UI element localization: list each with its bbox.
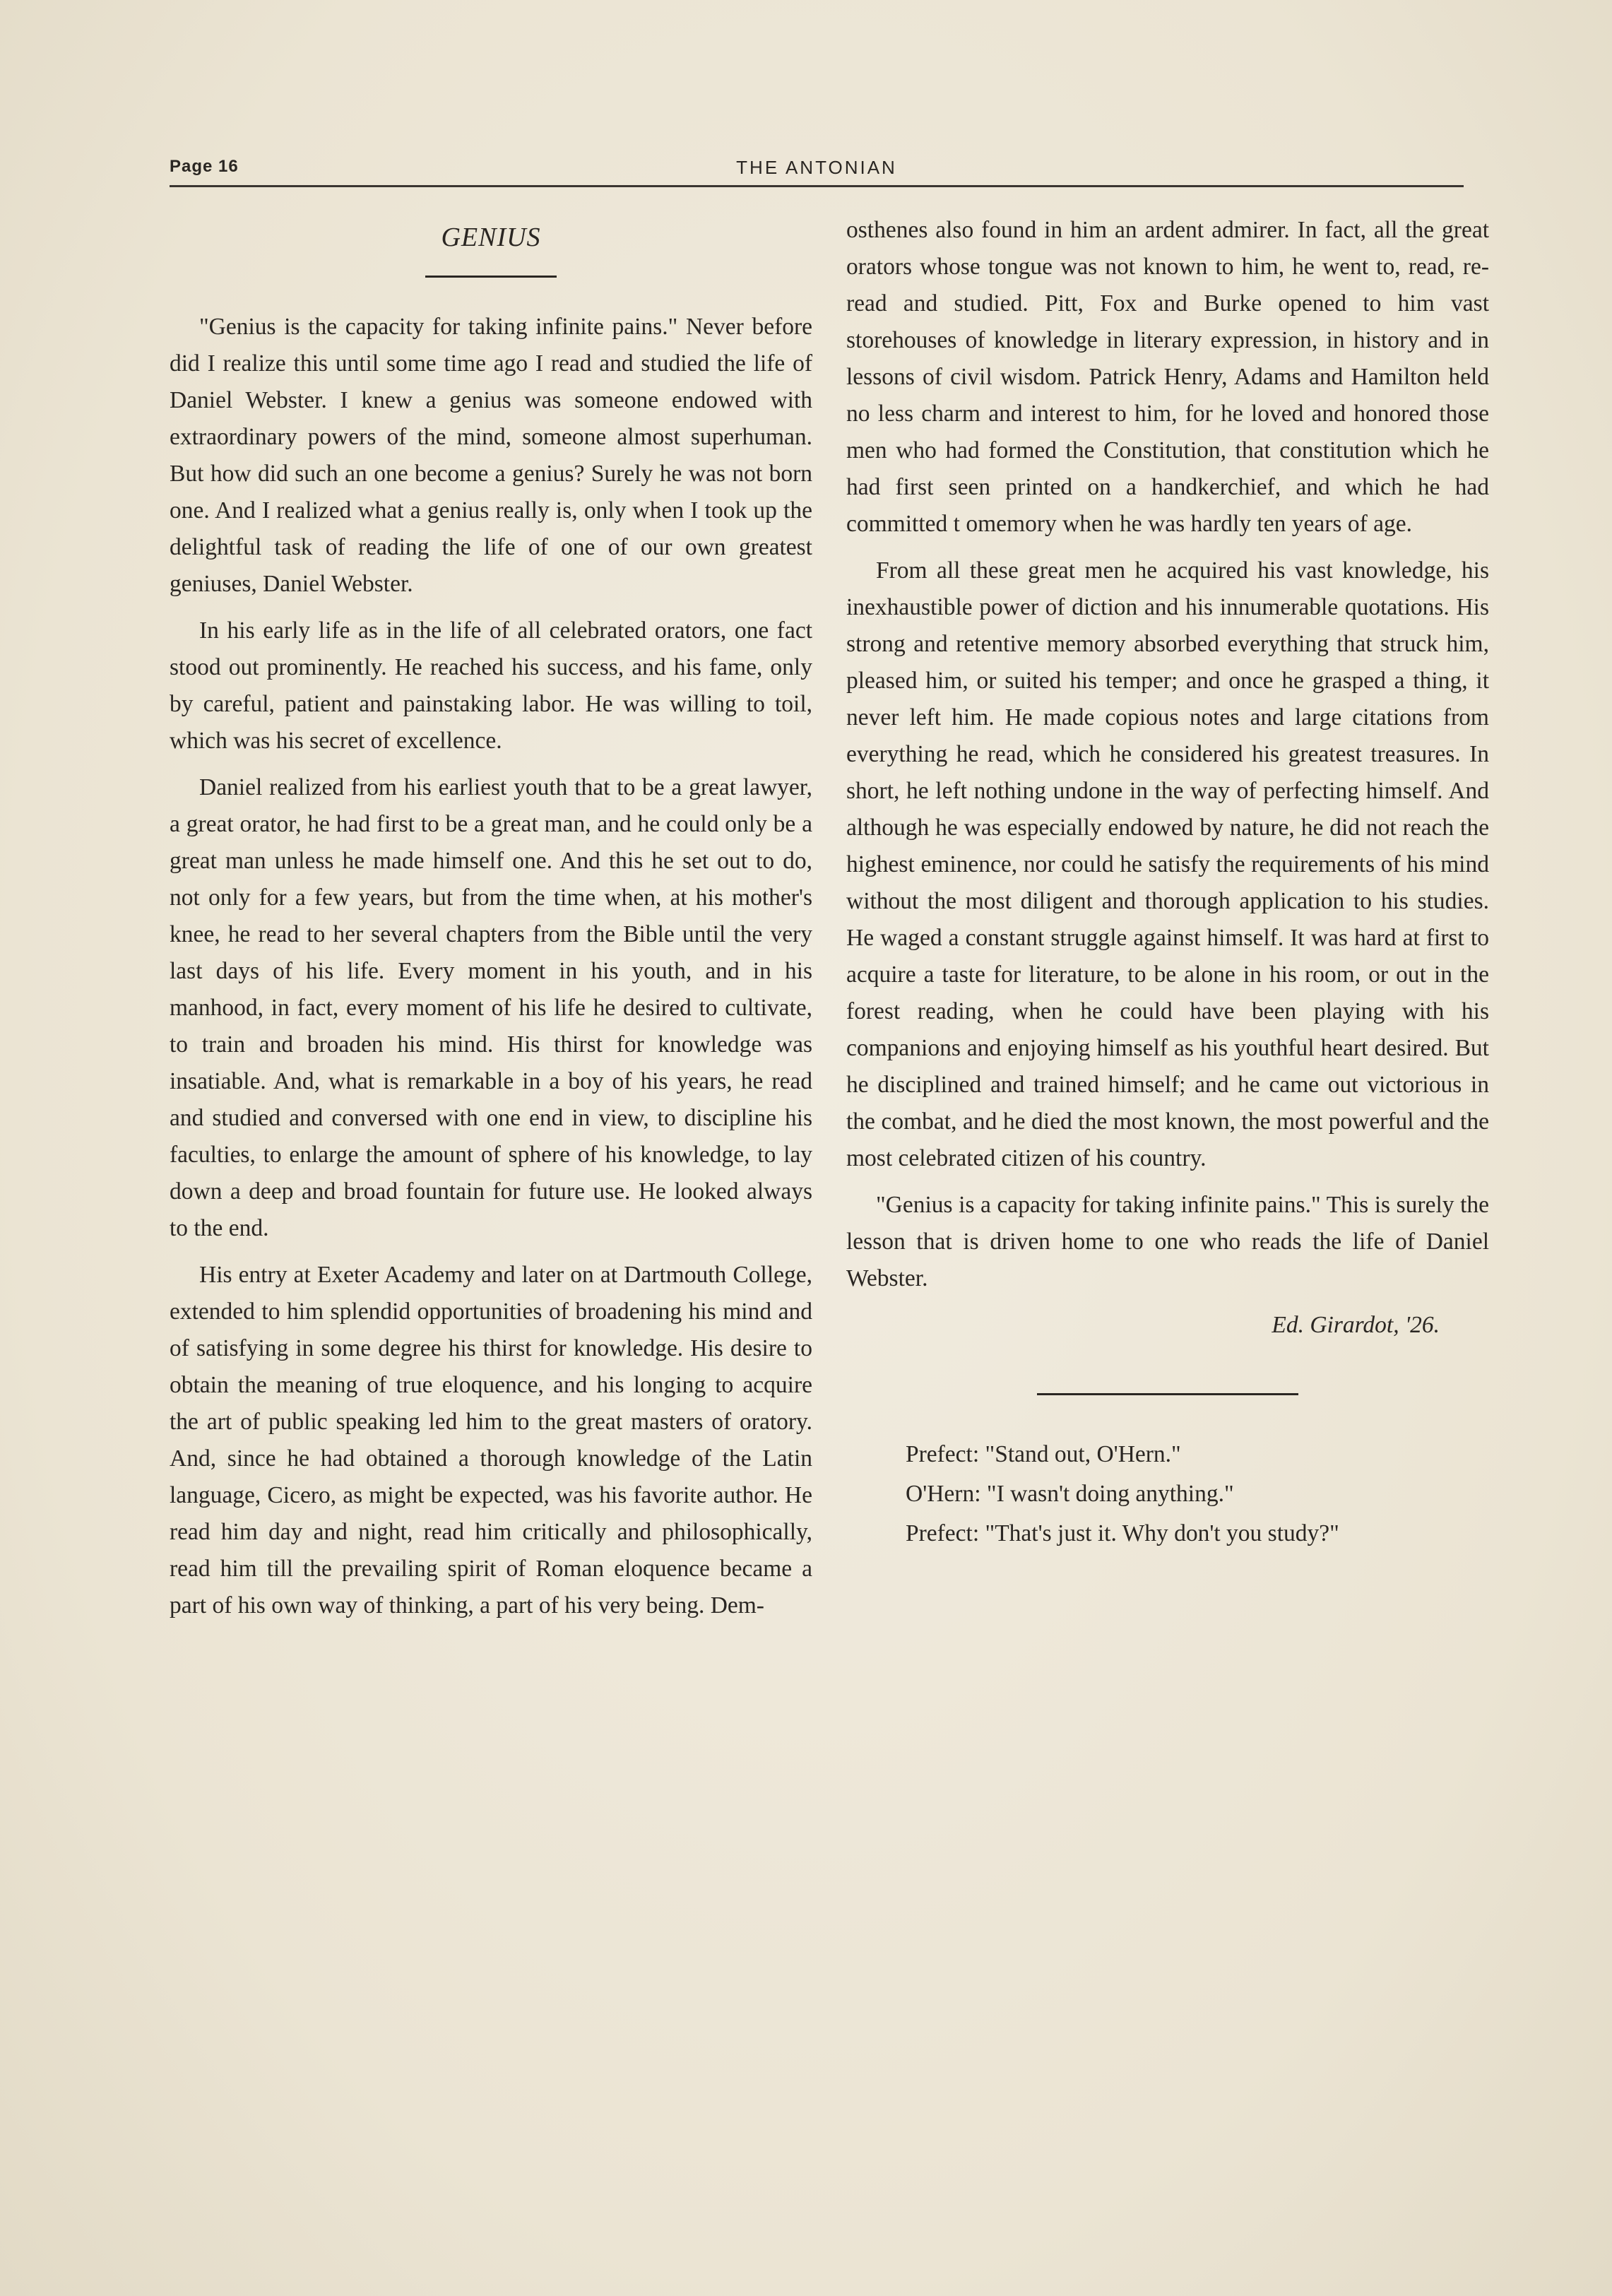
dialogue-text: "That's just it. Why don't you study?" — [985, 1520, 1339, 1546]
dialogue-speaker: Prefect: — [906, 1441, 980, 1467]
page-number: Page 16 — [170, 157, 239, 176]
header-rule — [170, 185, 1464, 187]
right-column — [846, 212, 1489, 1554]
left-column — [170, 212, 812, 1634]
title-rule — [425, 276, 557, 278]
article-title: GENIUS — [441, 223, 541, 252]
paragraph: From all these great men he acquired his vast knowledge, his inexhaustible power of diction and his innumerable quotations. His strong and retentive memory absorbed everything that struck him, pleased him, or suited his temper; and once he grasped a thing, it never left him. He made copious notes and large citations from everything he read, which he considered his greatest treasures. In short, he left nothing undone in the way of perfecting himself. And although he was especially endowed by nature, he did not reach the highest eminence, nor could he satisfy the requirements of his mind without the most diligent and thorough application to his studies. He waged a constant struggle against himself. It was hard at first to acquire a taste for literature, to be alone in his room, or out in the forest reading, when he could have been playing with his companions and enjoying himself as his youthful heart desired. But he disciplined and trained himself; and he came out victorious in the combat, and he died the most known, the most powerful and the most celebrated citizen of his country. — [846, 557, 1489, 1171]
paragraph: "Genius is the capacity for taking infinite pains." Never before did I realize this until some time ago I read and studied the life of Daniel Webster. I knew a genius was someone endowed with extraordinary powers of the mind, someone almost superhuman. But how did such an one become a genius? Surely he was not born one. And I realized what a genius really is, only when I took up the delightful task of reading the life of one of our own greatest geniuses, Daniel Webster. — [170, 314, 812, 597]
publication-title: THE ANTONIAN — [736, 157, 897, 178]
dialogue-line — [846, 1435, 1489, 1474]
dialogue-speaker: Prefect: — [906, 1520, 980, 1546]
paragraph: In his early life as in the life of all celebrated orators, one fact stood out prominently. He reached his success, and his fame, only by careful, patient and painstaking labor. He was willing to toil, which was his secret of excellence. — [170, 617, 812, 754]
page-header — [170, 157, 1464, 185]
dialogue-speaker: O'Hern: — [906, 1481, 981, 1507]
author-signature: Ed. Girardot, '26. — [1272, 1312, 1440, 1338]
dialogue-text: "Stand out, O'Hern." — [985, 1441, 1181, 1467]
paragraph-continued: osthenes also found in him an ardent admirer. In fact, all the great orators whose tongue was not known to him, he went to, read, re-read and studied. Pitt, Fox and Burke opened to him vast storehouses of knowledge in literary expression, in history and in lessons of civil wisdom. Patrick Henry, Adams and Hamilton held no less charm and interest to him, for he loved and honored those men who had formed the Constitution, that constitution which he had first seen printed on a handkerchief, and which he had committed t omemory when he was hardly ten years of age. — [846, 217, 1489, 537]
section-divider — [1037, 1393, 1298, 1395]
dialogue-text: "I wasn't doing anything." — [986, 1481, 1234, 1507]
dialogue-line — [846, 1514, 1489, 1554]
dialogue-joke — [846, 1435, 1489, 1554]
paragraph: Daniel realized from his earliest youth that to be a great lawyer, a great orator, he had first to be a great man, and he could only be a great man unless he made himself one. And this he set out to do, not only for a few years, but from the time when, at his mother's knee, he read to her several chapters from the Bible until the very last days of his life. Every moment in his youth, and in his manhood, in fact, every moment of his life he desired to cultivate, to train and broaden his mind. His thirst for knowledge was insatiable. And, what is remarkable in a boy of his years, he read and studied and conversed with one end in view, to discipline his faculties, to enlarge the amount of sphere of his knowledge, to lay down a deep and broad fountain for future use. He looked always to the end. — [170, 774, 812, 1241]
dialogue-line — [846, 1474, 1489, 1514]
paragraph: "Genius is a capacity for taking infinite pains." This is surely the lesson that is driven home to one who reads the life of Daniel Webster. — [846, 1192, 1489, 1291]
paragraph: His entry at Exeter Academy and later on at Dartmouth College, extended to him splendid opportunities of broadening his mind and of satisfying in some degree his thirst for knowledge. His desire to obtain the meaning of true eloquence, and his longing to acquire the art of public speaking led him to the great masters of oratory. And, since he had obtained a thorough knowledge of the Latin language, Cicero, as might be expected, was his favorite author. He read him day and night, read him critically and philosophically, read him till the prevailing spirit of Roman eloquence became a part of his own way of thinking, a part of his very being. Dem- — [170, 1262, 812, 1619]
